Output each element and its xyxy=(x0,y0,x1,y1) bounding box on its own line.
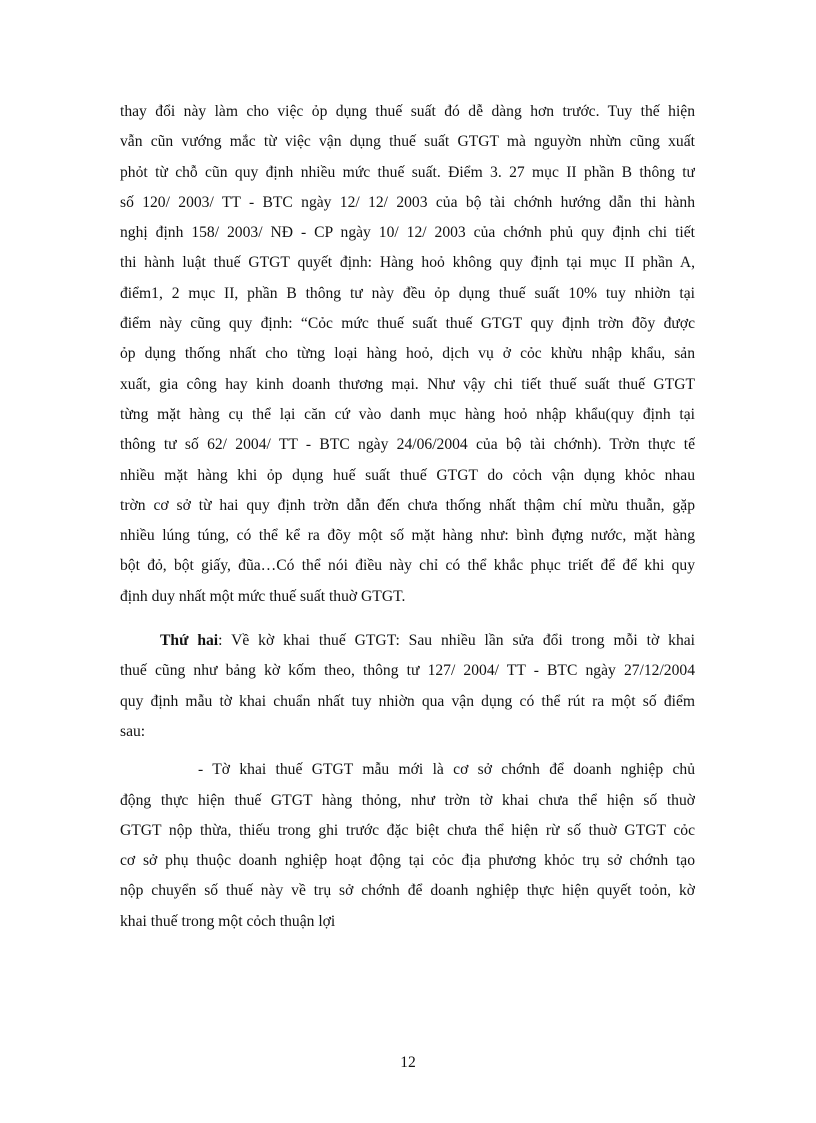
text-line: xuất, gia công hay kinh doanh thương mại. Như vậy chi tiết thuế suất thuế GTGT xyxy=(120,375,695,393)
text-line: nhiều lúng túng, có thể kể ra đõy một số mặt hàng như: bình đựng nước, mặt hàng xyxy=(120,527,695,545)
text-line: nghị định 158/ 2003/ NĐ - CP ngày 10/ 12/ 2003 của chớnh phủ quy định chi tiết xyxy=(120,224,695,242)
text-line: bột đỏ, bột giấy, đũa…Có thể nói điều này chỉ có thể khắc phục triết để để khi quy xyxy=(120,557,695,575)
section-lead-rest: : Về kờ khai thuế GTGT: Sau nhiều lần sửa đổi trong mỗi tờ khai xyxy=(218,632,695,650)
text-line: nộp chuyển số thuế này về trụ sở chớnh để doanh nghiệp thực hiện quyết toỏn, kờ xyxy=(120,882,695,900)
text-line: nhiều mặt hàng khi ỏp dụng huế suất thuế GTGT do cỏch vận dụng khỏc nhau xyxy=(120,466,695,484)
text-line: - Tờ khai thuế GTGT mẫu mới là cơ sở chớnh để doanh nghiệp chủ xyxy=(198,761,695,779)
paragraph-2 xyxy=(120,626,695,747)
text-line: ỏp dụng thống nhất cho từng loại hàng hoỏ, dịch vụ ở cỏc khừu nhập khẩu, sản xyxy=(120,345,695,363)
paragraph-3 xyxy=(120,755,695,937)
text-line: động thực hiện thuế GTGT hàng thỏng, như trờn tờ khai chưa thể hiện số thuờ xyxy=(120,791,695,809)
text-line: thông tư số 62/ 2004/ TT - BTC ngày 24/06/2004 của bộ tài chớnh). Trờn thực tế xyxy=(120,436,695,454)
text-line: trờn cơ sở từ hai quy định trờn dẫn đến chưa thống nhất thậm chí mừu thuẫn, gặp xyxy=(120,496,695,514)
paragraph-spacer xyxy=(120,747,695,755)
text-line: phỏt từ chỗ cũn quy định nhiều mức thuế suất. Điểm 3. 27 mục II phần B thông tư xyxy=(120,163,695,181)
paragraph-1 xyxy=(120,97,695,612)
text-line: cơ sở phụ thuộc doanh nghiệp hoạt động tại cỏc địa phương khỏc trụ sở chớnh tạo xyxy=(120,852,695,870)
document-body xyxy=(120,97,695,937)
text-line: sau: xyxy=(120,722,146,740)
text-line: định duy nhất một mức thuế suất thuờ GTGT. xyxy=(120,587,406,605)
text-line: quy định mẫu tờ khai chuẩn nhất tuy nhiờn qua vận dụng có thể rút ra một số điểm xyxy=(120,692,695,710)
text-line: thuế cũng như bảng kờ kốm theo, thông tư 127/ 2004/ TT - BTC ngày 27/12/2004 xyxy=(120,662,695,680)
text-line: thay đổi này làm cho việc ỏp dụng thuế suất đó dễ dàng hơn trước. Tuy thế hiện xyxy=(120,103,695,120)
text-line xyxy=(120,626,695,656)
text-line: vẫn cũn vướng mắc từ việc vận dụng thuế suất GTGT mà nguyờn nhừn cũng xuất xyxy=(120,133,695,151)
text-line: GTGT nộp thừa, thiếu trong ghi trước đặc biệt chưa thể hiện rừ số thuờ GTGT cỏc xyxy=(120,821,695,839)
section-lead: Thứ hai xyxy=(160,632,219,650)
page-number: 12 xyxy=(400,1054,416,1071)
text-line: số 120/ 2003/ TT - BTC ngày 12/ 12/ 2003 của bộ tài chớnh hướng dẫn thi hành xyxy=(120,193,695,211)
text-line: thi hành luật thuế GTGT quyết định: Hàng hoỏ không quy định tại mục II phần A, xyxy=(120,254,695,272)
text-line: điểm1, 2 mục II, phần B thông tư này đều ỏp dụng thuế suất 10% tuy nhiờn tại xyxy=(120,284,695,302)
text-line: điểm này cũng quy định: “Cỏc mức thuế suất thuế GTGT quy định trờn đõy được xyxy=(120,315,695,333)
paragraph-spacer xyxy=(120,612,695,626)
text-line: từng mặt hàng cụ thể lại căn cứ vào danh mục hàng hoỏ nhập khẩu(quy định tại xyxy=(120,405,695,423)
text-line: khai thuế trong một cỏch thuận lợi xyxy=(120,912,336,930)
